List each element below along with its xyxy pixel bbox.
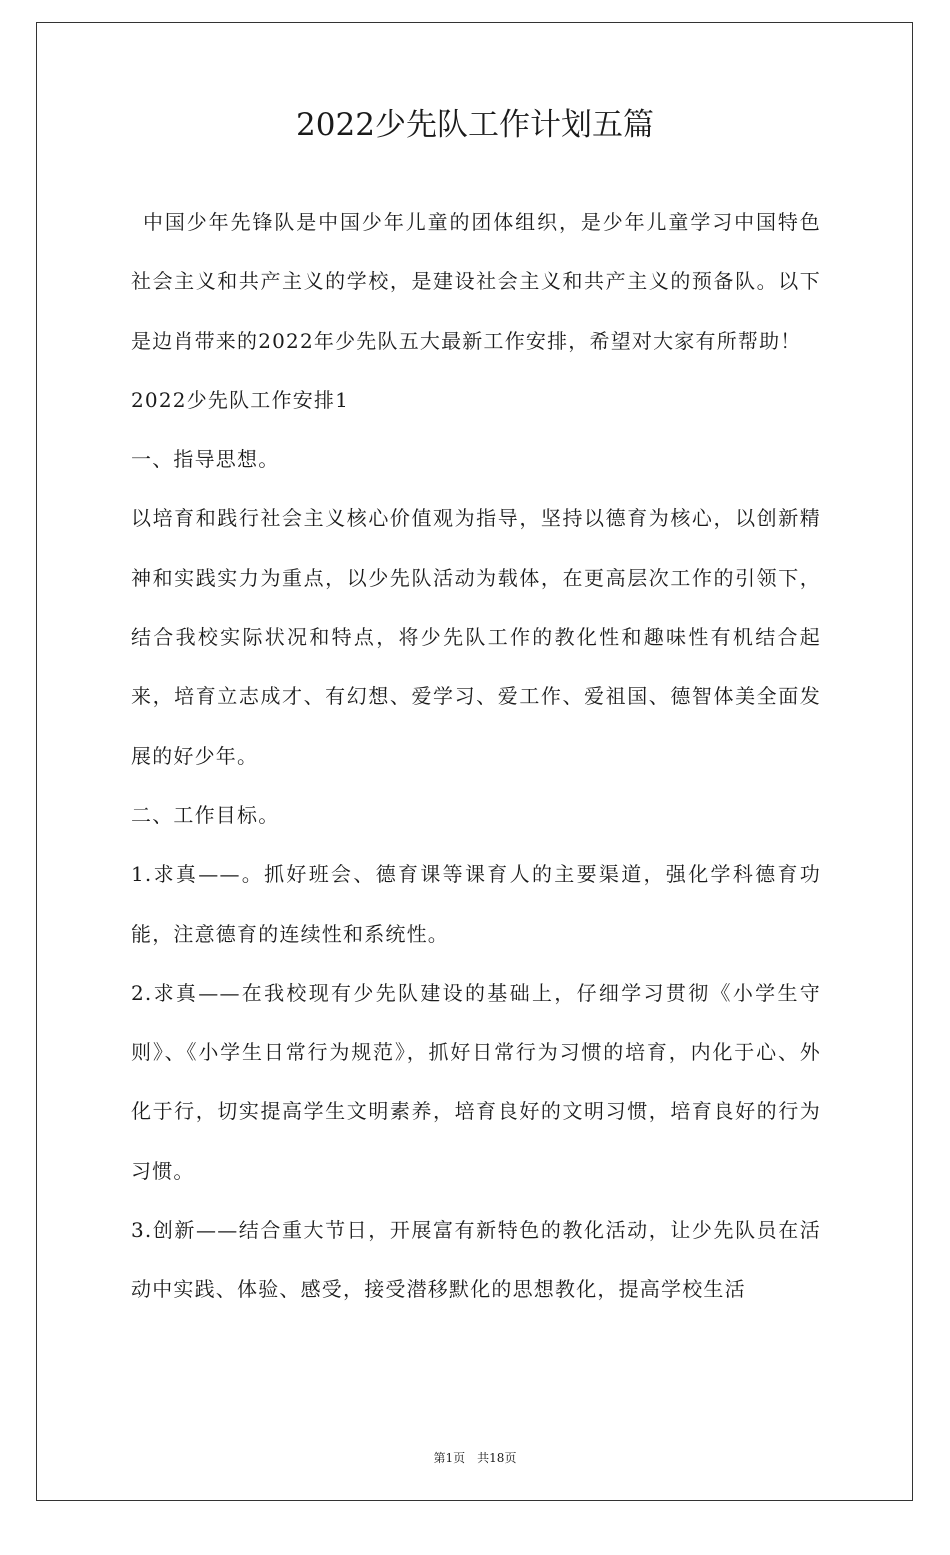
body-paragraph: 以培育和践行社会主义核心价值观为指导，坚持以德育为核心，以创新精神和实践实力为重点，以少先队活动为载体，在更高层次工作的引领下，结合我校实际状况和特点，将少先队工作的教化性和趣味性有机结合起来，培育立志成才、有幻想、爱学习、爱工作、爱祖国、德智体美全面发展的好少年。 xyxy=(131,506,821,768)
subheading-work-goals: 二、工作目标。 xyxy=(131,802,280,827)
goal-item-2: 2.求真——在我校现有少先队建设的基础上，仔细学习贯彻《小学生守则》、《小学生日常行为规范》，抓好日常行为习惯的培育，内化于心、外化于行，切实提高学生文明素养，培育良好的文明习惯，培育良好的行为习惯。 xyxy=(131,980,821,1183)
page-number: 第1页 xyxy=(433,1451,466,1465)
goal-item-1: 1.求真——。抓好班会、德育课等课育人的主要渠道，强化学科德育功能，注意德育的连续性和系统性。 xyxy=(131,862,821,946)
page-footer xyxy=(0,1448,950,1468)
document-title: 2022少先队工作计划五篇 xyxy=(296,107,654,143)
page-total: 共18页 xyxy=(477,1451,517,1465)
goal-item-3: 3.创新——结合重大节日，开展富有新特色的教化活动，让少先队员在活动中实践、体验、感受，接受潜移默化的思想教化，提高学校生活 xyxy=(131,1218,821,1302)
section-heading: 2022少先队工作安排1 xyxy=(131,387,350,412)
intro-paragraph: 中国少年先锋队是中国少年儿童的团体组织，是少年儿童学习中国特色社会主义和共产主义的学校，是建设社会主义和共产主义的预备队。以下是边肖带来的2022年少先队五大最新工作安排，希望对大家有所帮助！ xyxy=(131,210,821,353)
document-body xyxy=(131,193,821,1320)
subheading-guiding-thought: 一、指导思想。 xyxy=(131,447,280,472)
